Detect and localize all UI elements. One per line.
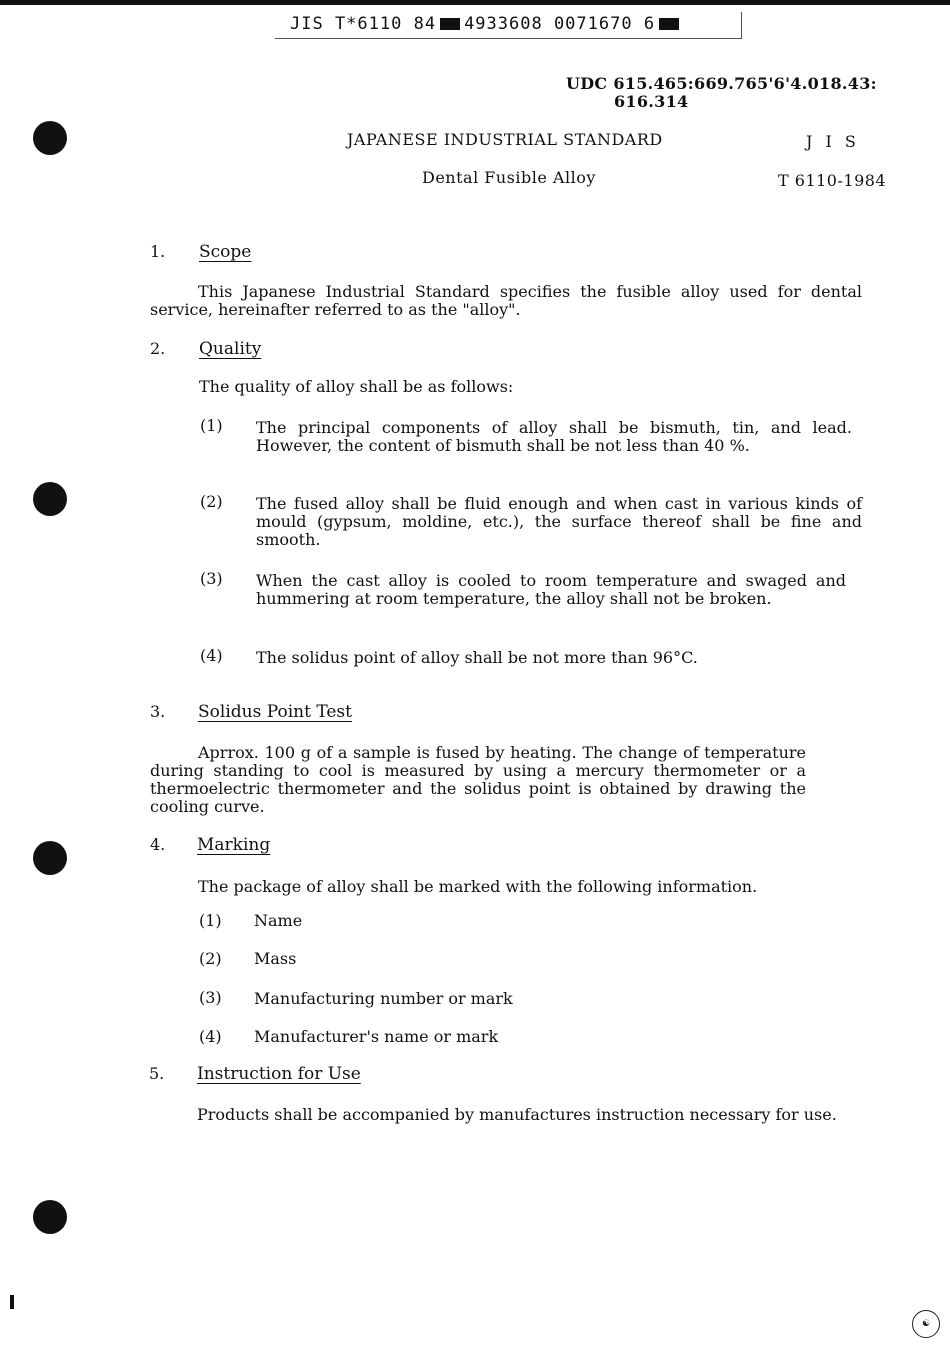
section-3-number: 3. <box>150 702 166 721</box>
section-4-title: Marking <box>197 835 271 855</box>
section-5-text: Products shall be accompanied by manufactures instruction necessary for use. <box>197 1105 837 1124</box>
barcode-block-icon <box>440 18 460 30</box>
barcode-block-icon <box>659 18 679 30</box>
document-number: T 6110-1984 <box>778 171 887 190</box>
quality-item-4-label: (4) <box>200 646 223 665</box>
section-2-title: Quality <box>199 339 262 359</box>
punch-hole <box>33 841 67 875</box>
section-1-number: 1. <box>150 242 166 261</box>
section-3-text: Aprrox. 100 g of a sample is fused by heating. The change of temperature during standing to cool is measured by using a mercury thermometer or a thermoelectric thermometer and the solidus point is obtained by drawing the cooling curve. <box>150 743 806 816</box>
quality-item-3-label: (3) <box>200 569 223 588</box>
udc-line-1: UDC 615.465:669.765'6'4.018.43: <box>566 74 877 93</box>
scan-edge-mark <box>10 1295 14 1309</box>
marking-item-2-text: Mass <box>254 949 297 968</box>
marking-item-1-label: (1) <box>199 911 222 930</box>
marking-item-4-label: (4) <box>199 1027 222 1046</box>
quality-item-2-text: The fused alloy shall be fluid enough and when cast in various kinds of mould (gypsum, moldine, etc.), the surface thereof shall be fine and smooth. <box>256 494 862 549</box>
section-5-number: 5. <box>149 1064 165 1083</box>
top-edge-rule <box>0 0 950 5</box>
jis-label: J I S <box>806 132 860 151</box>
quality-item-4-text: The solidus point of alloy shall be not more than 96°C. <box>256 648 698 667</box>
quality-item-2-label: (2) <box>200 492 223 511</box>
document-code-line <box>290 14 683 34</box>
marking-item-2-label: (2) <box>199 949 222 968</box>
code-part-1: JIS T*6110 84 <box>290 14 437 34</box>
section-2-intro: The quality of alloy shall be as follows: <box>199 377 514 396</box>
document-title: Dental Fusible Alloy <box>422 168 596 187</box>
quality-item-3-text: When the cast alloy is cooled to room temperature and swaged and hummering at room temperature, the alloy shall not be broken. <box>256 571 846 608</box>
section-5-title: Instruction for Use <box>197 1064 361 1084</box>
marking-item-1-text: Name <box>254 911 303 930</box>
marking-item-3-label: (3) <box>199 988 222 1007</box>
standard-title: JAPANESE INDUSTRIAL STANDARD <box>347 130 663 149</box>
section-1-title: Scope <box>199 242 252 262</box>
udc-line-2: 616.314 <box>614 92 689 111</box>
punch-hole <box>33 482 67 516</box>
section-4-number: 4. <box>150 835 166 854</box>
marking-item-3-text: Manufacturing number or mark <box>254 989 513 1008</box>
quality-item-1-text: The principal components of alloy shall be bismuth, tin, and lead. However, the content of bismuth shall be not less than 40 %. <box>256 418 852 455</box>
section-4-intro: The package of alloy shall be marked with the following information. <box>198 877 758 896</box>
punch-hole <box>33 1200 67 1234</box>
stamp-icon: ☯ <box>912 1310 940 1338</box>
section-2-number: 2. <box>150 339 166 358</box>
quality-item-1-label: (1) <box>200 416 223 435</box>
punch-hole <box>33 121 67 155</box>
marking-item-4-text: Manufacturer's name or mark <box>254 1027 499 1046</box>
code-part-2: 4933608 0071670 6 <box>464 14 656 34</box>
section-1-text: This Japanese Industrial Standard specifies the fusible alloy used for dental service, hereinafter referred to as the "alloy". <box>150 282 862 319</box>
section-3-title: Solidus Point Test <box>198 702 352 722</box>
